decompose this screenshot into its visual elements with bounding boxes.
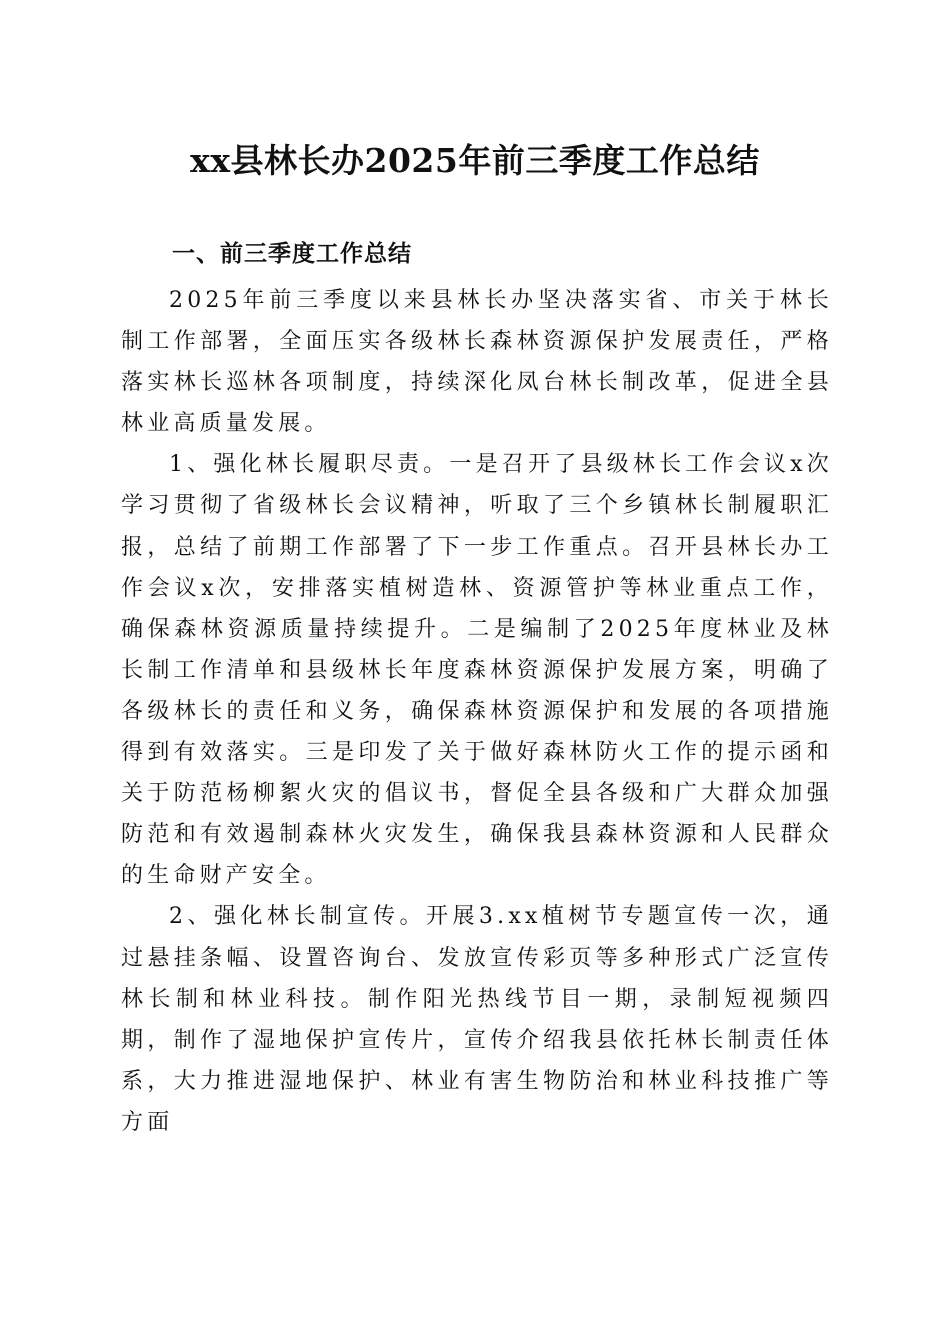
paragraph-item-2: 2、强化林长制宣传。开展3.xx植树节专题宣传一次，通过悬挂条幅、设置咨询台、发放宣传彩页等多种形式广泛宣传林长制和林业科技。制作阳光热线节目一期，录制短视频四期，制作了湿地保护宣传片，宣传介绍我县依托林长制责任体系，大力推进湿地保护、林业有害生物防治和林业科技推广等方面 (121, 904, 833, 1135)
paragraph-item-1: 1、强化林长履职尽责。一是召开了县级林长工作会议x次学习贯彻了省级林长会议精神，听取了三个乡镇林长制履职汇报，总结了前期工作部署了下一步工作重点。召开县林长办工作会议x次，安排落实植树造林、资源管护等林业重点工作，确保森林资源质量持续提升。二是编制了2025年度林业及林长制工作清单和县级林长年度森林资源保护发展方案，明确了各级林长的责任和义务，确保森林资源保护和发展的各项措施得到有效落实。三是印发了关于做好森林防火工作的提示函和关于防范杨柳絮火灾的倡议书，督促全县各级和广大群众加强防范和有效遏制森林火灾发生，确保我县森林资源和人民群众的生命财产安全。 (121, 452, 833, 889)
document-body (121, 280, 833, 1143)
section-heading: 一、前三季度工作总结 (172, 241, 412, 267)
document-title: xx县林长办2025年前三季度工作总结 (190, 141, 760, 180)
paragraph-intro: 2025年前三季度以来县林长办坚决落实省、市关于林长制工作部署，全面压实各级林长森林资源保护发展责任，严格落实林长巡林各项制度，持续深化凤台林长制改革，促进全县林业高质量发展。 (121, 288, 833, 437)
